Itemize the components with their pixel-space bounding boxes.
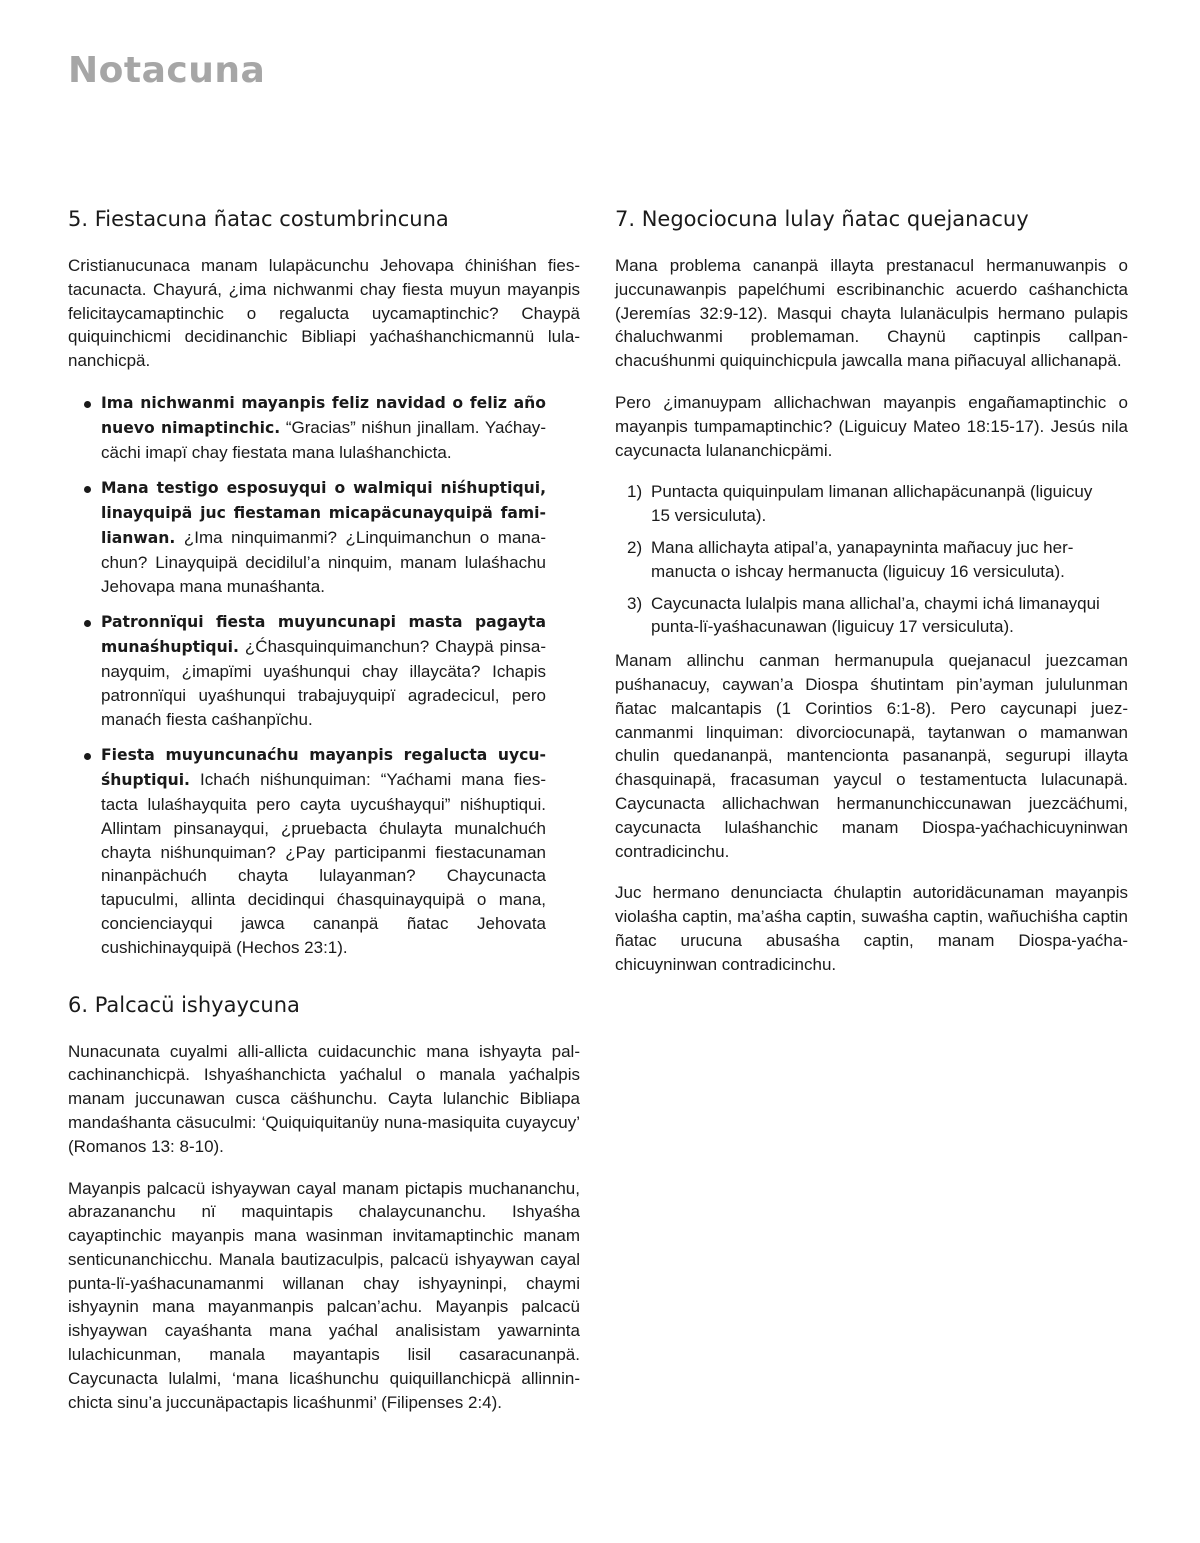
bullet-item: [84, 476, 546, 598]
section-7-closing-2: Juc hermano denunciacta ćhulaptin autoridäcunaman mayanpis violaśha captin, ma’aśha captin, suwaśha captin, wañuchiśha captin ñatac urucuna abusaśha captin, manam Diospa-yaćhachicuyninwan contradicinchu.: [615, 883, 1128, 974]
step-number: 1): [627, 482, 643, 502]
step-text: Caycunacta lulalpis mana allichal’a, chaymi ichá limanayqui punta-lï-yaśhacunawan (liguicuy 17 versiculuta).: [651, 593, 1100, 637]
bullet-text: “Gracias” niśhun jinallam. Yaćhaycächi imapï chay fiestata mana lulaśhanchicta.: [101, 417, 546, 462]
bullet-dot-icon: [84, 486, 91, 493]
bullet-dot-icon: [84, 753, 91, 760]
step-item: [627, 536, 1128, 584]
bullet-item: [84, 743, 546, 959]
bullet-dot-icon: [84, 401, 91, 408]
section-6-paragraph-2: Mayanpis palcacü ishyaywan cayal manam pictapis muchananchu, abrazananchu nï maquintapis chalaycunanchu. Ishyaśha cayaptinchic mayanpis mana wasinman invitamaptinchic manam senticunanchicchu. Manala bautizaculpis, palcacü ishyaywan cayal punta-lï-yaśhacunamanmi willanan chay ishyayninpi, chaymi ishyaynin mana mayanmanpis palcan’achu. Mayanpis palcacü ishyaywan cayaśhanta mana yaćhal analisistam yawarninta lulachicunman, manala mayantapis lisil casaracunanpä. Caycunacta lulalmi, ‘mana licaśhunchu quiquillanchicpä allinninchicta sinu’a juccunäpactapis licaśhunmi’ (Filipenses 2:4).: [68, 1178, 580, 1412]
bullet-lead: Patronnïqui fiesta muyuncunapi masta pagayta munaśhuptiqui.: [101, 613, 546, 657]
section-5-heading: 5. Fiestacuna ñatac costumbrincuna: [68, 207, 449, 231]
step-item: [627, 592, 1128, 640]
section-6-paragraph-1: Nunacunata cuyalmi alli-allicta cuidacunchic mana ishyayta palcachinanchicpä. Ishyaśhanchicta yaćhalul o manala yaćhalpis manam juccunawan cusca cäśhunchu. Cayta lulanchic Bibliapa mandaśhanta cäsuculmi: ‘Quiquiquitanüy nuna-masiquita cuyaycuy’ (Romanos 13: 8-10).: [68, 1041, 580, 1156]
bullet-lead: Fiesta muyuncunaćhu mayanpis regalucta uycuśhuptiqui.: [101, 746, 546, 790]
section-7-paragraph-1: Mana problema cananpä illayta prestanacul hermanuwanpis o juccunawanpis papelćhumi escribinanchic acuerdo caśhanchicta (Jeremías 32:9-12). Masqui chayta lulanäculpis hermano pulapis ćhaluchwanmi problemaman. Chaynü captinpis callpanchacuśhunmi quiquinchicpula jawcalla mana piñacuyal allichanapä.: [615, 256, 1128, 371]
bullet-item: [84, 391, 546, 464]
bullet-dot-icon: [84, 620, 91, 627]
step-item: [627, 480, 1128, 528]
section-5-intro: Cristianucunaca manam lulapäcunchu Jehovapa ćhiniśhan fiestacunacta. Chayurá, ¿ima nichwanmi chay fiesta muyun mayanpis felicitaycamaptinchic o regalucta uycamaptinchic? Chaypä quiquinchicmi decidinanchic Bibliapi yaćhaśhanchicmannü lulananchicpä.: [68, 256, 580, 371]
bullet-text: ¿Ima ninquimanmi? ¿Linquimanchun o manachun? Linayquipä decidilul’a ninquim, manam lulaśhachu Jehovapa mana munaśhanta.: [101, 527, 546, 596]
section-7-steps-list: [615, 480, 1128, 639]
step-number: 3): [627, 593, 643, 613]
bullet-lead: Mana testigo esposuyqui o walmiqui niśhuptiqui, linayquipä juc fiestaman micapäcunayquipä familianwan.: [101, 479, 546, 547]
step-text: Puntacta quiquinpulam limanan allichapäcunanpä (liguicuy 15 versiculuta).: [651, 482, 1093, 526]
bullet-item: [84, 610, 546, 731]
section-5-bullet-list: [68, 391, 580, 960]
section-7-paragraph-2: Pero ¿imanuypam allichachwan mayanpis engañamaptinchic o mayanpis tumpamaptinchic? (Liguicuy Mateo 18:15-17). Jesús nila caycunacta lulananchicpämi.: [615, 392, 1128, 460]
left-column: [68, 204, 580, 1432]
section-7-heading: 7. Negociocuna lulay ñatac quejanacuy: [615, 207, 1029, 231]
bullet-text: ¿Ćhasquinquimanchun? Chaypä pinsanayquim, ¿imapïmi uyaśhunqui chay illaycäta? Ichapis patronnïqui uyaśhunqui trabajuyquipï agradecicul, pero manaćh fiesta caśhanpïchu.: [101, 637, 546, 729]
bullet-lead: Ima nichwanmi mayanpis feliz navidad o feliz año nuevo nimaptinchic.: [101, 393, 546, 437]
bullet-text: Ichaćh niśhunquiman: “Yaćhami mana fiestacta lulaśhayquita pero cayta uycuśhayqui” niśhuptiqui. Allintam pinsanayqui, ¿pruebacta ćhulayta munalchućh chayta niśhunquiman? ¿Pay participanmi fiestacunaman ninanpächućh chayta lulayanman? Chaycunacta tapuculmi, allinta decidinqui ćhasquinayquipä o mana, concienciayqui jawca cananpä ñatac Jehovata cushichinayquipä (Hechos 23:1).: [101, 770, 546, 957]
section-6-heading: 6. Palcacü ishyaycuna: [68, 992, 300, 1017]
step-text: Mana allichayta atipal’a, yanapayninta mañacuy juc hermanucta o ishcay hermanucta (liguicuy 16 versiculuta).: [651, 537, 1074, 581]
section-7-closing-1: Manam allinchu canman hermanupula quejanacul juezcaman puśhanacuy, caywan’a Diospa śhutintam pin’ayman jululunman ñatac malcantapis (1 Corintios 6:1-8). Pero caycunapi juezcanmanmi linquiman: divorciocunapä, taytanwan o mamanwan chulin quedananpä, mantencionta pasananpä, segurupi illayta ćhasquinapä, fracasuman yaycul o testamentucta lulacunapä. Caycunacta allichachwan hermanunchiccunawan juezcäćhumi, caycunacta lulaśhanchic manam Diospa-yaćhachicuyninwan contradicinchu.: [615, 651, 1128, 861]
right-column: [615, 204, 1128, 995]
page-title: Notacuna: [68, 50, 266, 91]
step-number: 2): [627, 537, 643, 557]
